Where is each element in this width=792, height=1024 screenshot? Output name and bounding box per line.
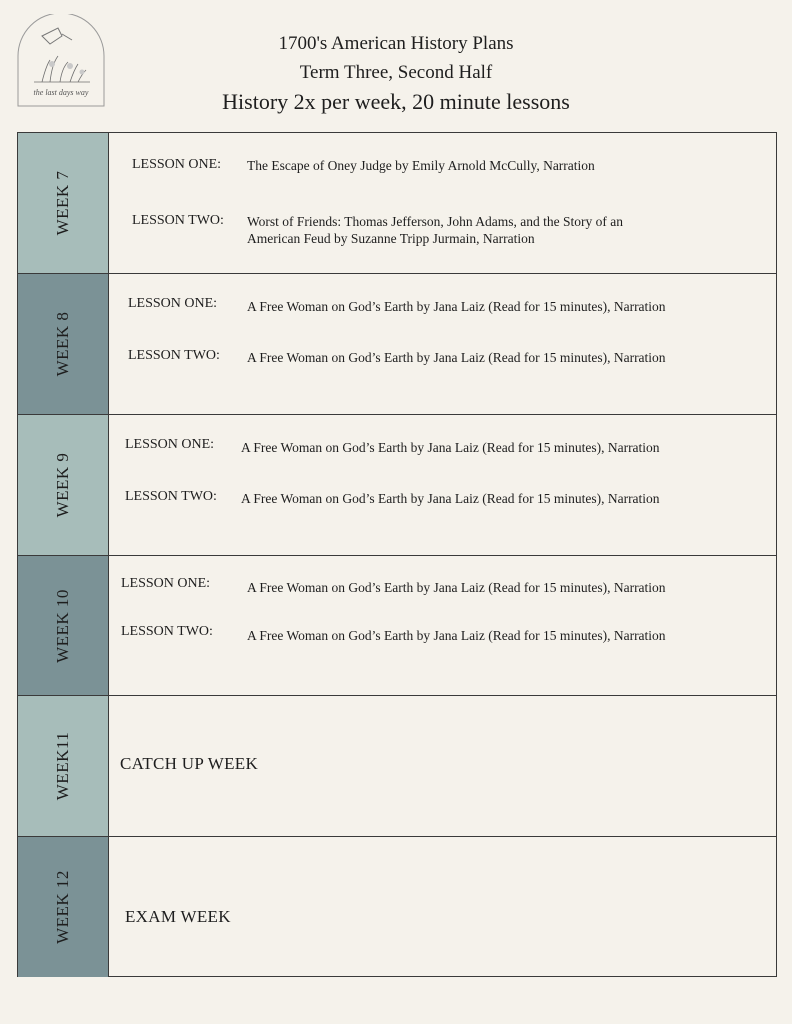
week-label-cell [18,837,109,977]
week-row [18,555,776,696]
week-label-cell [18,556,109,696]
lesson-two-text-line2: American Feud by Suzanne Tripp Jurmain, Narration [247,231,535,246]
lesson-one-text: A Free Woman on God’s Earth by Jana Laiz (Read for 15 minutes), Narration [247,299,666,314]
week-label-cell [18,274,109,414]
schedule-table [17,132,777,977]
week-note: EXAM WEEK [125,907,231,926]
header [150,30,642,117]
week-row [18,133,776,273]
logo-text: the last days way [33,88,89,97]
logo [12,14,110,108]
lesson-two-text: A Free Woman on God’s Earth by Jana Laiz (Read for 15 minutes), Narration [247,628,666,643]
week-row [18,273,776,414]
week-label: WEEK 10 [53,589,72,663]
lesson-one-label: LESSON ONE: [121,576,211,591]
week-row [18,695,776,836]
lesson-one-text: A Free Woman on God’s Earth by Jana Laiz (Read for 15 minutes), Narration [247,580,666,595]
lesson-one-label: LESSON ONE: [125,437,215,452]
week-label-cell [18,696,109,836]
schedule-text: History 2x per week, 20 minute lessons [222,89,570,114]
week-label: WEEK 12 [53,870,72,944]
week-label: WEEK11 [53,731,72,801]
lesson-two-text: A Free Woman on God’s Earth by Jana Laiz (Read for 15 minutes), Narration [241,491,660,506]
week-label: WEEK 7 [53,170,72,236]
lesson-two-label: LESSON TWO: [121,624,213,639]
lesson-one-text: A Free Woman on God’s Earth by Jana Laiz (Read for 15 minutes), Narration [241,440,660,455]
lesson-two-label: LESSON TWO: [125,489,217,504]
lesson-one-label: LESSON ONE: [128,296,218,311]
lesson-two-text: A Free Woman on God’s Earth by Jana Laiz (Read for 15 minutes), Narration [247,350,666,365]
week-label-cell [18,415,109,555]
week-note: CATCH UP WEEK [120,754,259,773]
page-title: 1700's American History Plans [278,33,514,54]
lesson-one-text: The Escape of Oney Judge by Emily Arnold McCully, Narration [247,158,595,173]
week-row [18,414,776,555]
week-label: WEEK 8 [53,311,72,377]
week-label: WEEK 9 [53,452,72,518]
page-subtitle: Term Three, Second Half [299,62,493,83]
lesson-two-label: LESSON TWO: [128,348,220,363]
lesson-two-label: LESSON TWO: [132,213,224,228]
lesson-one-label: LESSON ONE: [132,157,222,172]
week-row [18,836,776,977]
week-label-cell [18,133,109,273]
lesson-two-text-line1: Worst of Friends: Thomas Jefferson, John Adams, and the Story of an [247,214,623,229]
